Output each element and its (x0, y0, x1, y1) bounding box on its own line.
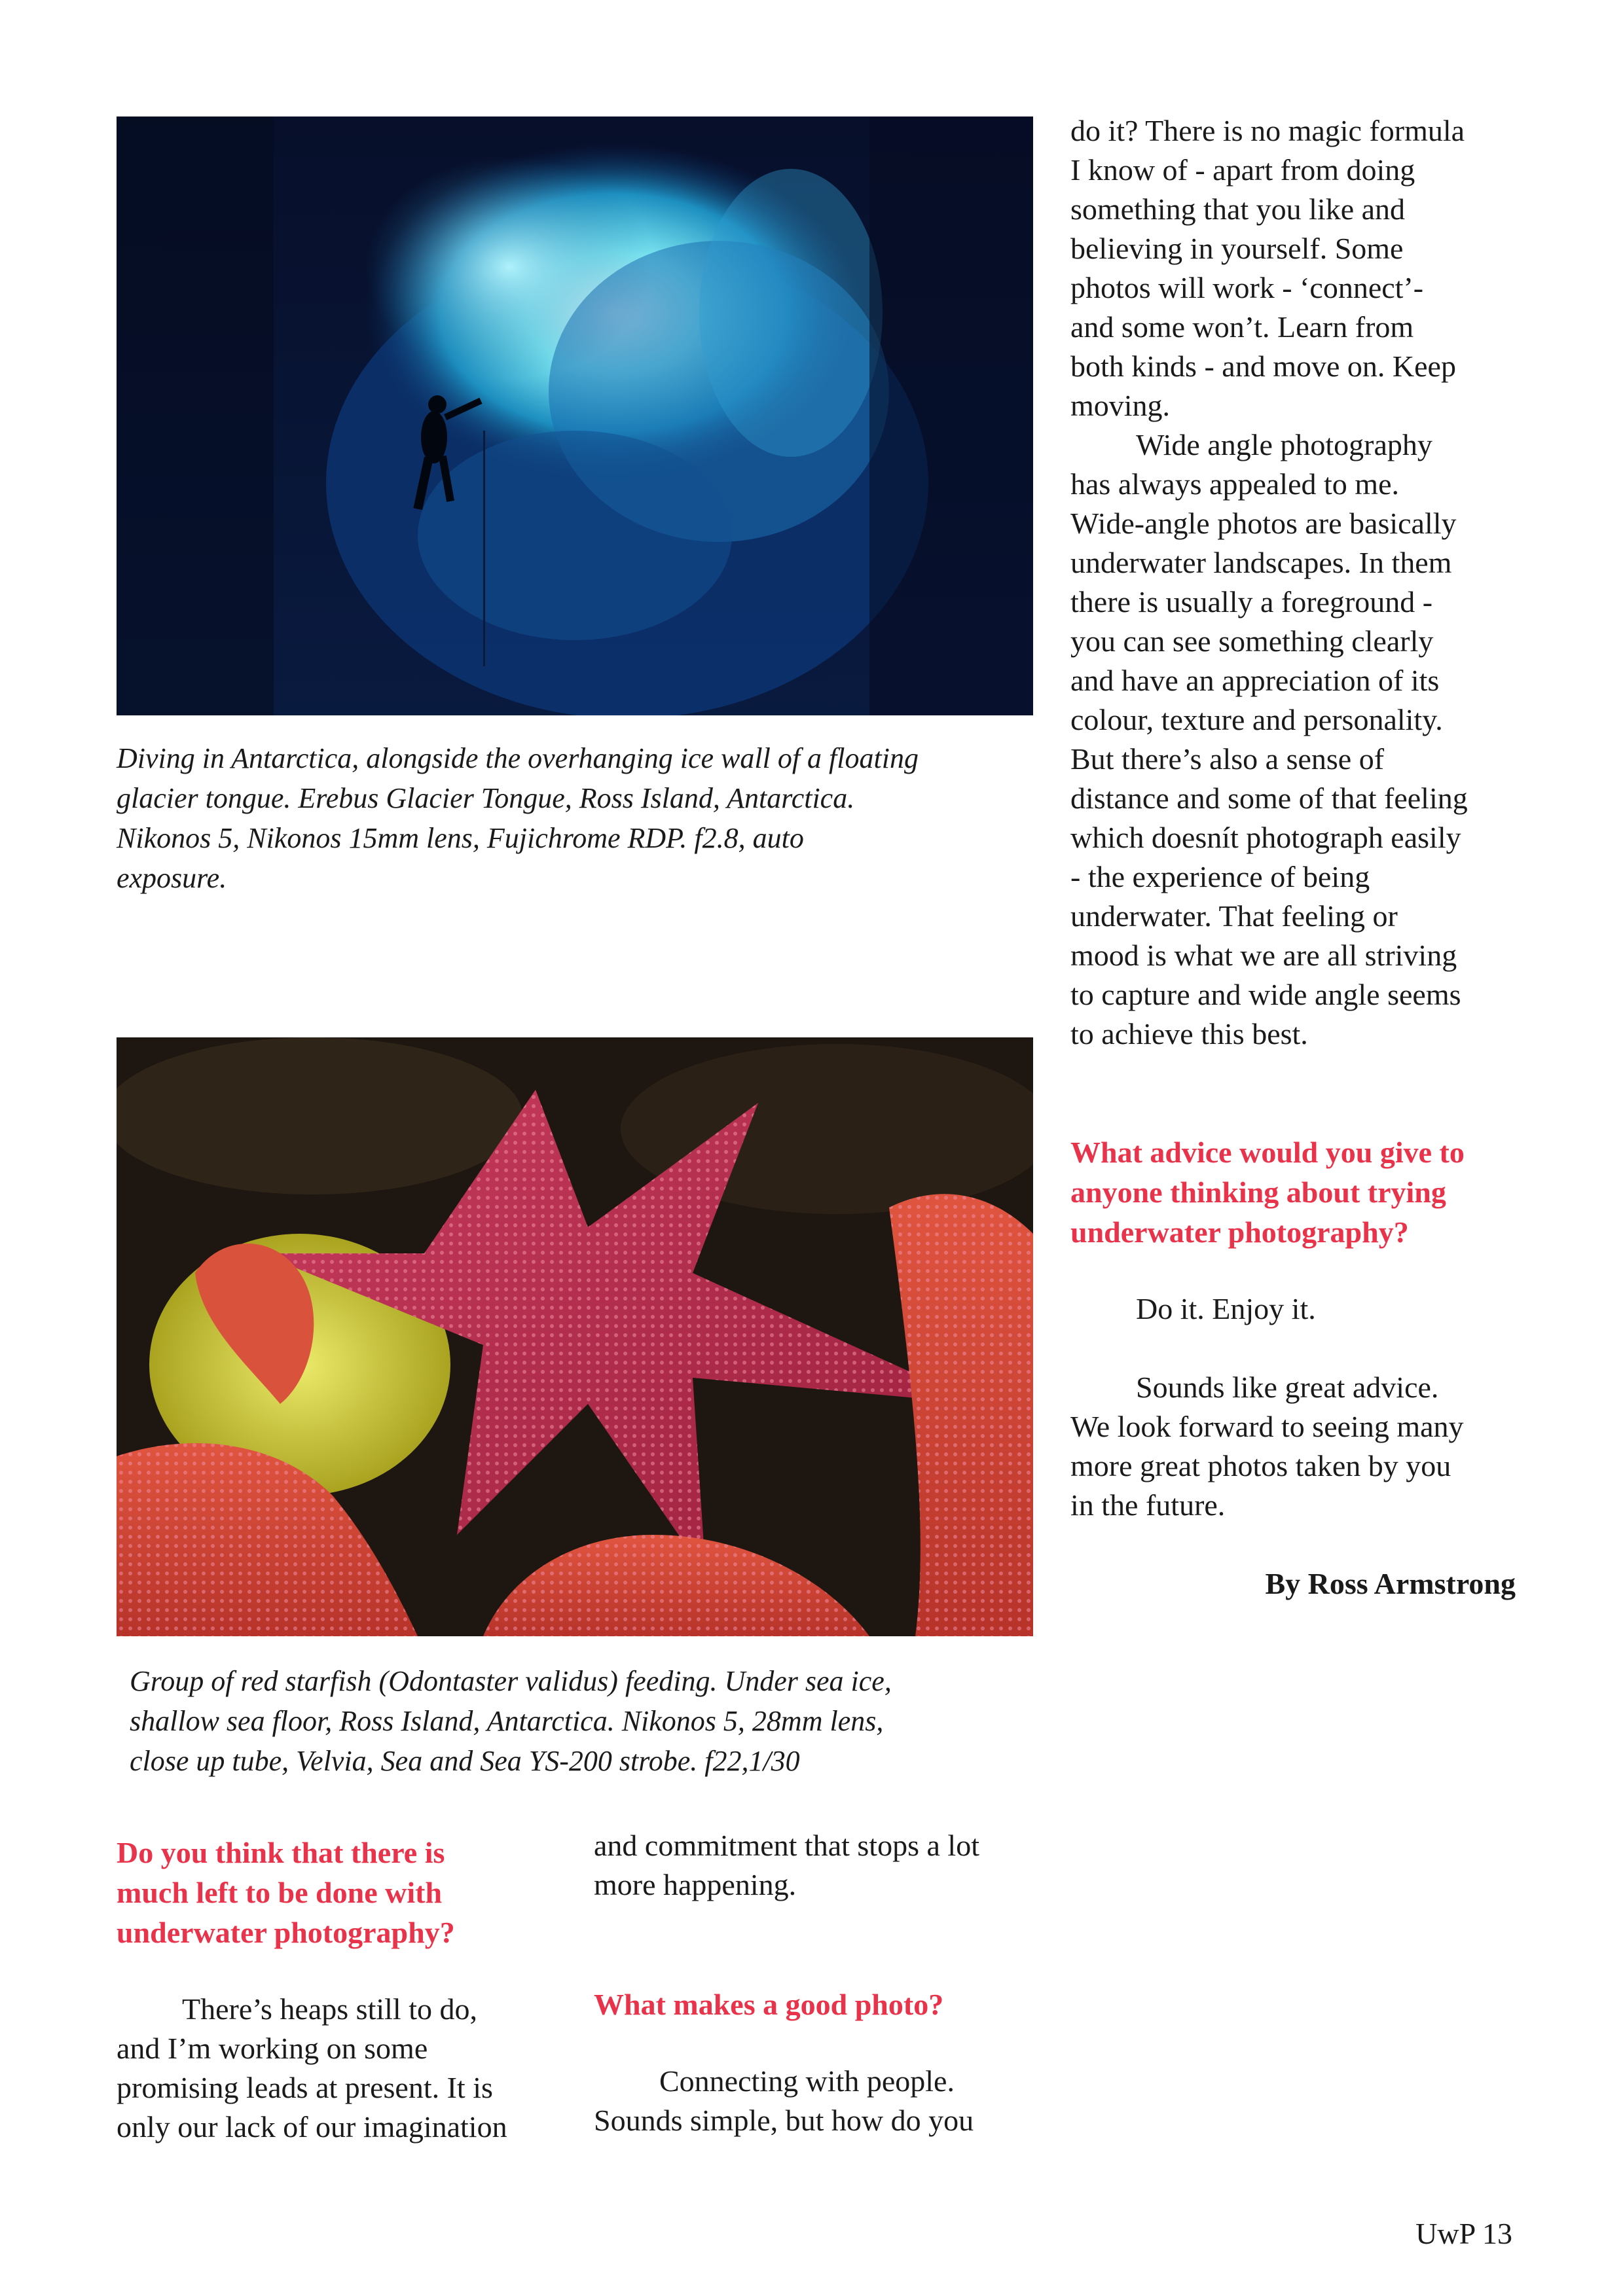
right-column-para-2 (1070, 425, 1568, 1054)
text-line: which doesnít photograph easily (1070, 821, 1461, 854)
text-line: there is usually a foreground - (1070, 585, 1433, 619)
ice-diver-image (117, 117, 1033, 715)
heading-line: underwater photography? (117, 1916, 455, 1949)
text-line: mood is what we are all striving (1070, 939, 1457, 972)
text-line: something that you like and (1070, 192, 1406, 226)
good-photo-question-heading: What makes a good photo? (594, 1988, 944, 2021)
text-line: to achieve this best. (1070, 1017, 1308, 1050)
right-column-para-1 (1070, 111, 1568, 425)
heading-line: Do you think that there is (117, 1836, 445, 1869)
text-line: There’s heaps still to do, (182, 1992, 477, 2026)
text-line: to capture and wide angle seems (1070, 978, 1461, 1011)
advice-answer (1070, 1289, 1568, 1329)
text-line: Wide-angle photos are basically (1070, 507, 1457, 540)
caption-line: Diving in Antarctica, alongside the overhanging ice wall of a floating (117, 742, 919, 774)
text-line: more happening. (594, 1868, 797, 1901)
caption-line: exposure. (117, 862, 227, 894)
text-line: - the experience of being (1070, 860, 1370, 893)
text-line: Wide angle photography (1136, 428, 1432, 461)
text-line: only our lack of our imagination (117, 2110, 507, 2144)
closing-paragraph (1070, 1368, 1568, 1525)
ice-diver-caption (117, 738, 1046, 898)
text-line: and commitment that stops a lot (594, 1829, 979, 1862)
heading-line: anyone thinking about trying (1070, 1175, 1446, 1209)
text-line: distance and some of that feeling (1070, 781, 1468, 815)
text-line: colour, texture and personality. (1070, 703, 1443, 736)
caption-line: close up tube, Velvia, Sea and Sea YS-200 strobe. f22,1/30 (130, 1745, 800, 1777)
text-line: photos will work - ‘connect’- (1070, 271, 1424, 304)
caption-line: Group of red starfish (Odontaster validus) feeding. Under sea ice, (130, 1665, 892, 1697)
text-line: more great photos taken by you (1070, 1449, 1451, 1482)
starfish-caption (130, 1661, 1059, 1781)
page-number: UwP 13 (1415, 2217, 1512, 2250)
much-left-question-heading (117, 1833, 562, 1952)
ice-diver-photo (117, 117, 1033, 715)
good-photo-answer (594, 2062, 1046, 2140)
caption-line: shallow sea floor, Ross Island, Antarctica. Nikonos 5, 28mm lens, (130, 1705, 884, 1737)
text-line: you can see something clearly (1070, 624, 1434, 658)
text-line: and have an appreciation of its (1070, 664, 1440, 697)
text-line: both kinds - and move on. Keep (1070, 350, 1456, 383)
text-line: in the future. (1070, 1488, 1226, 1522)
text-line: But there’s also a sense of (1070, 742, 1385, 776)
heading-line: What advice would you give to (1070, 1136, 1465, 1169)
text-line: Do it. Enjoy it. (1136, 1292, 1316, 1325)
text-line: and some won’t. Learn from (1070, 310, 1414, 344)
heading-line: much left to be done with (117, 1876, 443, 1909)
caption-line: Nikonos 5, Nikonos 15mm lens, Fujichrome RDP. f2.8, auto (117, 822, 804, 854)
text-line: underwater landscapes. In them (1070, 546, 1452, 579)
advice-question-heading (1070, 1132, 1568, 1252)
text-line: and I’m working on some (117, 2032, 428, 2065)
text-line: Connecting with people. (659, 2064, 955, 2098)
starfish-photo (117, 1037, 1033, 1636)
much-left-answer-continued (594, 1826, 1046, 1905)
text-line: We look forward to seeing many (1070, 1410, 1464, 1443)
text-line: moving. (1070, 389, 1171, 422)
text-line: has always appealed to me. (1070, 467, 1399, 501)
text-line: underwater. That feeling or (1070, 899, 1398, 933)
text-line: do it? There is no magic formula (1070, 114, 1465, 147)
text-line: promising leads at present. It is (117, 2071, 493, 2104)
caption-line: glacier tongue. Erebus Glacier Tongue, Ross Island, Antarctica. (117, 782, 855, 814)
text-line: believing in yourself. Some (1070, 232, 1404, 265)
text-line: Sounds simple, but how do you (594, 2104, 974, 2137)
starfish-image (117, 1037, 1033, 1636)
text-line: Sounds like great advice. (1136, 1371, 1439, 1404)
much-left-answer (117, 1990, 562, 2147)
text-line: I know of - apart from doing (1070, 153, 1415, 187)
heading-line: underwater photography? (1070, 1215, 1409, 1249)
author-byline: By Ross Armstrong (1265, 1567, 1516, 1600)
